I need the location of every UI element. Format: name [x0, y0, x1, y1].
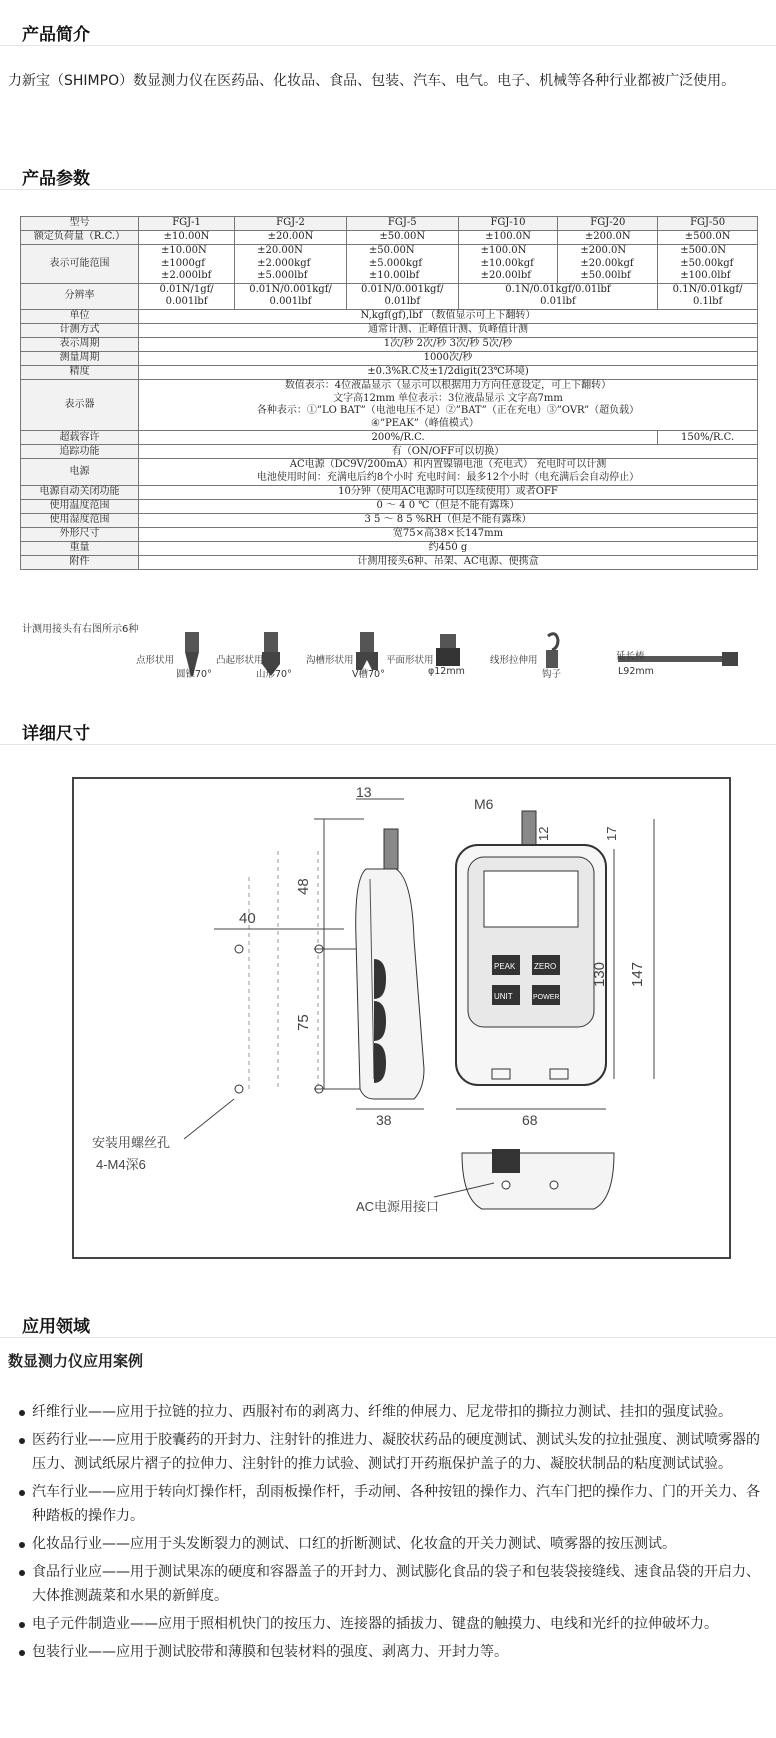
section-title: 产品简介	[22, 25, 90, 45]
spec-table	[20, 216, 758, 570]
cell-line: 各种表示：①”LO BAT”（电池电压不足）②”BAT”（正在充电）③”OVR”（超负载）	[256, 405, 640, 417]
table-cell	[658, 283, 758, 309]
flat-probe-icon	[436, 634, 460, 666]
table-cell: 0 ～ 4 0 ℃（但是不能有露珠）	[139, 499, 758, 513]
cell-line: ±100.0lbf	[680, 270, 731, 282]
probe-name: 线形拉伸用	[490, 655, 538, 666]
probe-label-cone	[136, 652, 174, 666]
table-row	[21, 431, 758, 445]
table-row	[21, 445, 758, 459]
probe-spec: 山形70°	[256, 669, 292, 680]
table-row	[21, 283, 758, 309]
cell-line: ±20.00kgf	[580, 257, 634, 269]
dim-68-label: 68	[522, 1112, 538, 1128]
table-cell: 1次/秒 2次/秒 3次/秒 5次/秒	[139, 337, 758, 351]
row-label: 使用湿度范围	[21, 513, 139, 527]
power-button-label: POWER	[533, 994, 560, 1001]
table-header-row	[21, 217, 758, 231]
row-label: 电源	[21, 459, 139, 485]
table-cell: 10分钟（使用AC电源时可以连续使用）或者OFF	[139, 485, 758, 499]
dimension-drawing	[74, 779, 729, 1257]
table-row	[21, 513, 758, 527]
table-cell: ±500.0N	[658, 231, 758, 245]
dimension-diagram	[72, 777, 731, 1259]
probe-sub-flat	[428, 666, 465, 677]
cell-line: 文字高12mm 单位表示：3位液晶显示 文字高7mm	[333, 392, 563, 404]
table-cell	[139, 245, 235, 284]
list-item-text: 纤维行业——应用于拉链的拉力、西服衬布的剥离力、纤维的伸展力、尼龙带扣的撕拉力测试、挂扣的强度试验。	[32, 1404, 732, 1420]
cell-line: 0.01lbf	[384, 296, 421, 308]
cell-line: ±5.000lbf	[257, 270, 308, 282]
cell-line: AC电源（DC9V/200mA）和内置镍镉电池（充电式） 充电时可以计测	[289, 459, 607, 471]
table-cell: ±20.00N	[235, 231, 347, 245]
dim-75-label: 75	[295, 1014, 312, 1031]
table-cell	[558, 245, 658, 284]
dim-13-label: 13	[356, 784, 372, 800]
front-view	[456, 811, 654, 1109]
intro-paragraph: 力新宝（SHIMPO）数显测力仪在医药品、化妆品、食品、包装、汽车、电气。电子、机械等各种行业都被广泛使用。	[8, 73, 736, 89]
header-cell: FGJ-20	[558, 217, 658, 231]
row-label: 单位	[21, 309, 139, 323]
cell-line: 0.1lbf	[692, 296, 723, 308]
probe-spec: L92mm	[618, 666, 654, 677]
section-title: 产品参数	[22, 169, 90, 189]
probe-spec: 圆锥70°	[176, 669, 212, 680]
table-cell	[458, 283, 658, 309]
header-cell: FGJ-2	[235, 217, 347, 231]
cell-line: 0.01N/1gf/	[159, 283, 214, 295]
list-item-text: 食品行业应——用于测试果冻的硬度和容器盖子的开封力、测试膨化食品的袋子和包装袋接缝线、速食品袋的开启力、大体推测蔬菜和水果的新鲜度。	[32, 1564, 760, 1604]
cell-line: 0.001lbf	[269, 296, 312, 308]
cell-line: 0.01N/0.001kgf/	[360, 283, 444, 295]
section-header-applications	[0, 1300, 776, 1338]
table-cell	[658, 245, 758, 284]
table-cell	[235, 245, 347, 284]
cell-line: ±1000gf	[161, 257, 205, 269]
probe-name: 延长棒	[616, 651, 645, 662]
row-label: 附件	[21, 555, 139, 569]
section-header-dimensions	[0, 707, 776, 745]
row-label: 计测方式	[21, 323, 139, 337]
cell-line: ±100.0N	[480, 245, 527, 256]
cell-line: ④”PEAK”（峰值模式）	[371, 417, 479, 429]
row-label: 追踪功能	[21, 445, 139, 459]
row-label: 电源自动关闭功能	[21, 485, 139, 499]
dim-38-label: 38	[376, 1112, 392, 1128]
table-row	[21, 555, 758, 569]
bullet-icon	[19, 1622, 25, 1628]
table-row	[21, 527, 758, 541]
cell-line: ±10.00kgf	[480, 257, 534, 269]
bullet-icon	[19, 1438, 25, 1444]
cell-line: ±50.00lbf	[580, 270, 631, 282]
table-cell	[139, 459, 758, 485]
bullet-icon	[19, 1650, 25, 1656]
applications-heading: 数显测力仪应用案例	[8, 1352, 144, 1370]
table-cell	[346, 283, 458, 309]
table-cell: 3 5 ～ 8 5 %RH（但是不能有露珠）	[139, 513, 758, 527]
row-label: 表示器	[21, 379, 139, 430]
table-cell: ±10.00N	[139, 231, 235, 245]
bullet-icon	[19, 1490, 25, 1496]
header-cell: 型号	[21, 217, 139, 231]
dim-17-label: 17	[604, 826, 619, 841]
dim-130-label: 130	[591, 961, 608, 987]
table-cell: ±200.0N	[558, 231, 658, 245]
section-title: 详细尺寸	[22, 724, 90, 744]
row-label: 表示可能范围	[21, 245, 139, 284]
table-cell: 200%/R.C.	[139, 431, 658, 445]
probe-name: 沟槽形状用	[306, 655, 354, 666]
table-row	[21, 245, 758, 284]
peak-button-label: PEAK	[494, 962, 516, 971]
row-label: 外形尺寸	[21, 527, 139, 541]
hook-probe-icon	[546, 634, 558, 668]
list-item-text: 化妆品行业——应用于头发断裂力的测试、口红的折断测试、化妆盒的开关力测试、喷雾器的按压测试。	[32, 1536, 676, 1552]
cell-line: ±20.00lbf	[480, 270, 531, 282]
probe-label-hook	[490, 652, 538, 666]
cell-line: 0.01N/0.001kgf/	[249, 283, 332, 295]
probe-spec: V槽70°	[352, 669, 385, 680]
table-cell: 1000次/秒	[139, 351, 758, 365]
cell-line: ±10.00lbf	[368, 270, 420, 282]
dim-12-label: 12	[536, 826, 551, 841]
table-cell: ±50.00N	[346, 231, 458, 245]
table-cell: 有（ON/OFF可以切换）	[139, 445, 758, 459]
probe-sub-mountain	[256, 666, 292, 680]
table-cell	[139, 283, 235, 309]
spec-table-container	[20, 216, 758, 570]
table-row	[21, 485, 758, 499]
cell-line: ±2.000lbf	[161, 270, 212, 282]
row-label: 额定负荷量（R.C.）	[21, 231, 139, 245]
table-row	[21, 365, 758, 379]
row-label: 超载容许	[21, 431, 139, 445]
v-groove-probe-icon	[356, 632, 378, 670]
bullet-icon	[19, 1570, 25, 1576]
probe-sub-cone	[176, 666, 212, 680]
table-cell: 计测用接头6种、吊架、AC电源、便携盒	[139, 555, 758, 569]
row-label: 使用温度范围	[21, 499, 139, 513]
unit-button-label: UNIT	[494, 992, 513, 1001]
table-cell	[235, 283, 347, 309]
ac-port-label: AC电源用接口	[356, 1199, 440, 1214]
table-cell: 通常计测、正峰值计测、负峰值计测	[139, 323, 758, 337]
probe-name: 点形状用	[136, 655, 175, 666]
hole-spec: 4-M4深6	[96, 1157, 146, 1172]
probe-note: 计测用接头有右图所示6种	[22, 624, 139, 635]
table-cell: ±100.0N	[458, 231, 558, 245]
cell-line: ±2.000kgf	[257, 257, 311, 269]
list-item	[12, 1640, 772, 1664]
cell-line: 0.1N/0.01kgf/	[672, 283, 743, 295]
cell-line: 数值表示：4位液晶显示（显示可以根据用力方向任意设定，可上下翻转）	[284, 379, 612, 391]
list-item	[12, 1532, 772, 1556]
probe-spec: 钩子	[542, 669, 562, 680]
list-item	[12, 1612, 772, 1636]
bullet-icon	[19, 1542, 25, 1548]
header-cell: FGJ-50	[658, 217, 758, 231]
row-label: 重量	[21, 541, 139, 555]
probe-sub-hook	[542, 666, 561, 680]
cell-line: 电池使用时间：充满电后约8个小时 充电时间：最多12个小时（电充满后会自动停止）	[256, 471, 640, 483]
table-row	[21, 459, 758, 485]
cell-line: ±200.0N	[580, 245, 627, 256]
probe-name: 平面形状用	[386, 655, 434, 666]
list-item-text: 电子元件制造业——应用于照相机快门的按压力、连接器的插拔力、键盘的触摸力、电线和光纤的拉伸破坏力。	[32, 1616, 718, 1632]
table-row	[21, 337, 758, 351]
table-row	[21, 499, 758, 513]
table-cell: ±0.3%R.C及±1/2digit(23℃环境)	[139, 365, 758, 379]
cell-line: ±20.00N	[257, 245, 303, 256]
list-item	[12, 1480, 772, 1528]
cell-line: 0.1N/0.01kgf/0.01lbf	[505, 283, 611, 295]
bullet-icon	[19, 1410, 25, 1416]
table-cell	[346, 245, 458, 284]
probe-sub-vgroove	[352, 666, 385, 680]
list-item	[12, 1400, 772, 1424]
probe-spec: φ12mm	[428, 666, 465, 677]
table-row	[21, 309, 758, 323]
probe-label-rod	[616, 648, 645, 662]
probe-label-flat	[386, 652, 434, 666]
bottom-view	[434, 1149, 614, 1209]
table-cell: N,kgf(gf),lbf （数值显示可上下翻转）	[139, 309, 758, 323]
row-label: 表示周期	[21, 337, 139, 351]
list-item	[12, 1560, 772, 1608]
table-row	[21, 231, 758, 245]
cell-line: ±500.0N	[680, 245, 726, 256]
cell-line: ±50.00N	[368, 245, 415, 256]
table-row	[21, 323, 758, 337]
probe-label-mountain	[216, 652, 264, 666]
cell-line: ±50.00kgf	[680, 257, 734, 269]
probe-label-vgroove	[306, 652, 354, 666]
list-item-text: 医药行业——应用于胶囊药的开封力、注射针的推进力、凝胶状药品的硬度测试、测试头发的拉扯强度、测试喷雾器的压力、测试纸尿片褶子的拉伸力、注射针的推力试验、测试打开药瓶保护盖子的力、凝胶状制品的粘度测试试验。	[32, 1432, 760, 1472]
row-label: 分辨率	[21, 283, 139, 309]
table-cell: 宽75×高38×长147mm	[139, 527, 758, 541]
header-cell: FGJ-1	[139, 217, 235, 231]
header-cell: FGJ-5	[346, 217, 458, 231]
mounting-hole-pattern	[184, 819, 364, 1139]
probe-name: 凸起形状用	[216, 655, 264, 666]
side-view	[356, 799, 424, 1109]
section-header-params	[0, 152, 776, 190]
dim-147-label: 147	[629, 961, 646, 987]
applications-list	[12, 1400, 772, 1668]
dim-48-label: 48	[295, 878, 312, 895]
list-item	[12, 1428, 772, 1476]
table-row	[21, 379, 758, 430]
header-cell: FGJ-10	[458, 217, 558, 231]
cell-line: 0.001lbf	[165, 296, 208, 308]
zero-button-label: ZERO	[534, 962, 557, 971]
table-cell: 约450 g	[139, 541, 758, 555]
list-item-text: 包装行业——应用于测试胶带和薄膜和包装材料的强度、剥离力、开封力等。	[32, 1644, 508, 1660]
list-item-text: 汽车行业——应用于转向灯操作杆，刮雨板操作杆，手动闸、各种按钮的操作力、汽车门把的操作力、门的开关力、各种踏板的操作力。	[32, 1484, 760, 1524]
table-row	[21, 541, 758, 555]
cell-line: 0.01lbf	[540, 296, 576, 308]
row-label: 精度	[21, 365, 139, 379]
table-cell	[458, 245, 558, 284]
section-header-intro	[0, 8, 776, 46]
hole-label: 安装用螺丝孔	[92, 1135, 171, 1150]
cell-line: ±10.00N	[161, 245, 207, 256]
probe-sub-rod	[618, 666, 654, 677]
table-row	[21, 351, 758, 365]
dim-m6-label: M6	[474, 796, 494, 812]
dim-40-label: 40	[239, 910, 256, 927]
row-label: 测量周期	[21, 351, 139, 365]
cell-line: ±5.000kgf	[368, 257, 423, 269]
table-cell	[139, 379, 758, 430]
section-title: 应用领域	[22, 1317, 90, 1337]
table-cell: 150%/R.C.	[658, 431, 758, 445]
